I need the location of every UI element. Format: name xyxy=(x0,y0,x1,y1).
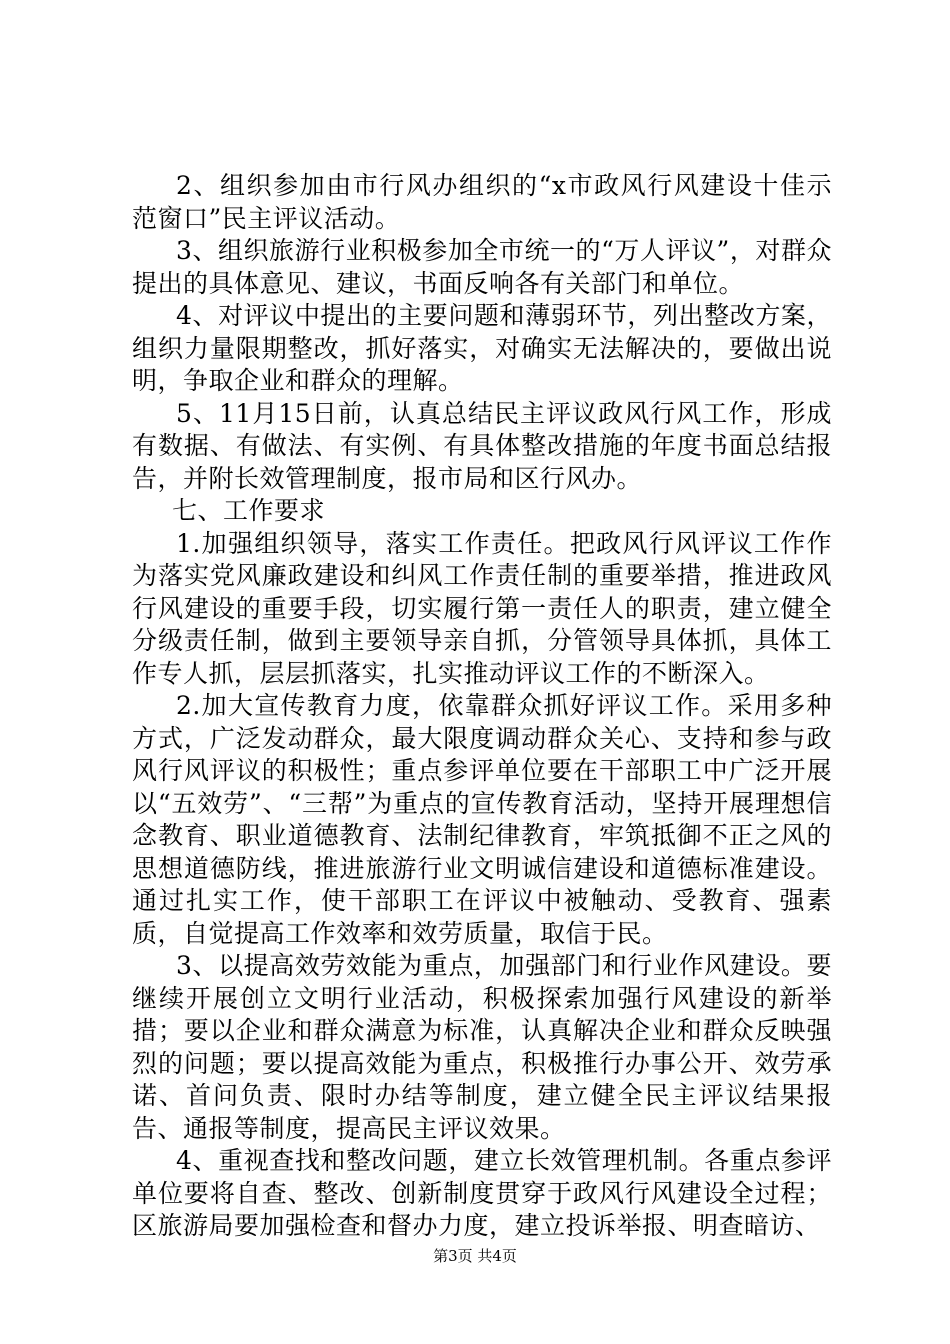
page-number-footer: 第3页 共4页 xyxy=(433,1247,517,1265)
paragraph-item-5: 5、11月15日前，认真总结民主评议政风行风工作，形成有数据、有做法、有实例、有具体整改措施的年度书面总结报告，并附长效管理制度，报市局和区行风办。 xyxy=(132,398,832,493)
requirement-2: 2.加大宣传教育力度，依靠群众抓好评议工作。采用多种方式，广泛发动群众，最大限度调动群众关心、支持和参与政风行风评议的积极性；重点参评单位要在干部职工中广泛开展以“五效劳”、“三帮”为重点的宣传教育活动，坚持开展理想信念教育、职业道德教育、法制纪律教育，牢筑抵御不正之风的思想道德防线，推进旅游行业文明诚信建设和道德标准建设。通过扎实工作，使干部职工在评议中被触动、受教育、强素质，自觉提高工作效率和效劳质量，取信于民。 xyxy=(132,691,832,948)
requirement-1: 1.加强组织领导，落实工作责任。把政风行风评议工作作为落实党风廉政建设和纠风工作责任制的重要举措，推进政风行风建设的重要手段，切实履行第一责任人的职责，建立健全分级责任制，做到主要领导亲自抓，分管领导具体抓，具体工作专人抓，层层抓落实，扎实推动评议工作的不断深入。 xyxy=(132,528,832,688)
document-body xyxy=(132,170,832,1243)
requirement-4: 4、重视查找和整改问题，建立长效管理机制。各重点参评单位要将自查、整改、创新制度贯穿于政风行风建设全过程；区旅游局要加强检查和督办力度，建立投诉举报、明查暗访、 xyxy=(132,1146,832,1240)
requirement-3: 3、以提高效劳效能为重点，加强部门和行业作风建设。要继续开展创立文明行业活动，积极探索加强行风建设的新举措；要以企业和群众满意为标准，认真解决企业和群众反映强烈的问题；要以提高效能为重点，积极推行办事公开、效劳承诺、首问负责、限时办结等制度，建立健全民主评议结果报告、通报等制度，提高民主评议效果。 xyxy=(132,951,832,1143)
paragraph-item-2: 2、组织参加由市行风办组织的“x市政风行风建设十佳示范窗口”民主评议活动。 xyxy=(132,171,832,233)
section-heading-work-requirements: 七、工作要求 xyxy=(172,496,326,525)
paragraph-item-3: 3、组织旅游行业积极参加全市统一的“万人评议”，对群众提出的具体意见、建议，书面反响各有关部门和单位。 xyxy=(132,236,832,298)
paragraph-item-4: 4、对评议中提出的主要问题和薄弱环节，列出整改方案，组织力量限期整改，抓好落实，对确实无法解决的，要做出说明，争取企业和群众的理解。 xyxy=(132,301,832,395)
